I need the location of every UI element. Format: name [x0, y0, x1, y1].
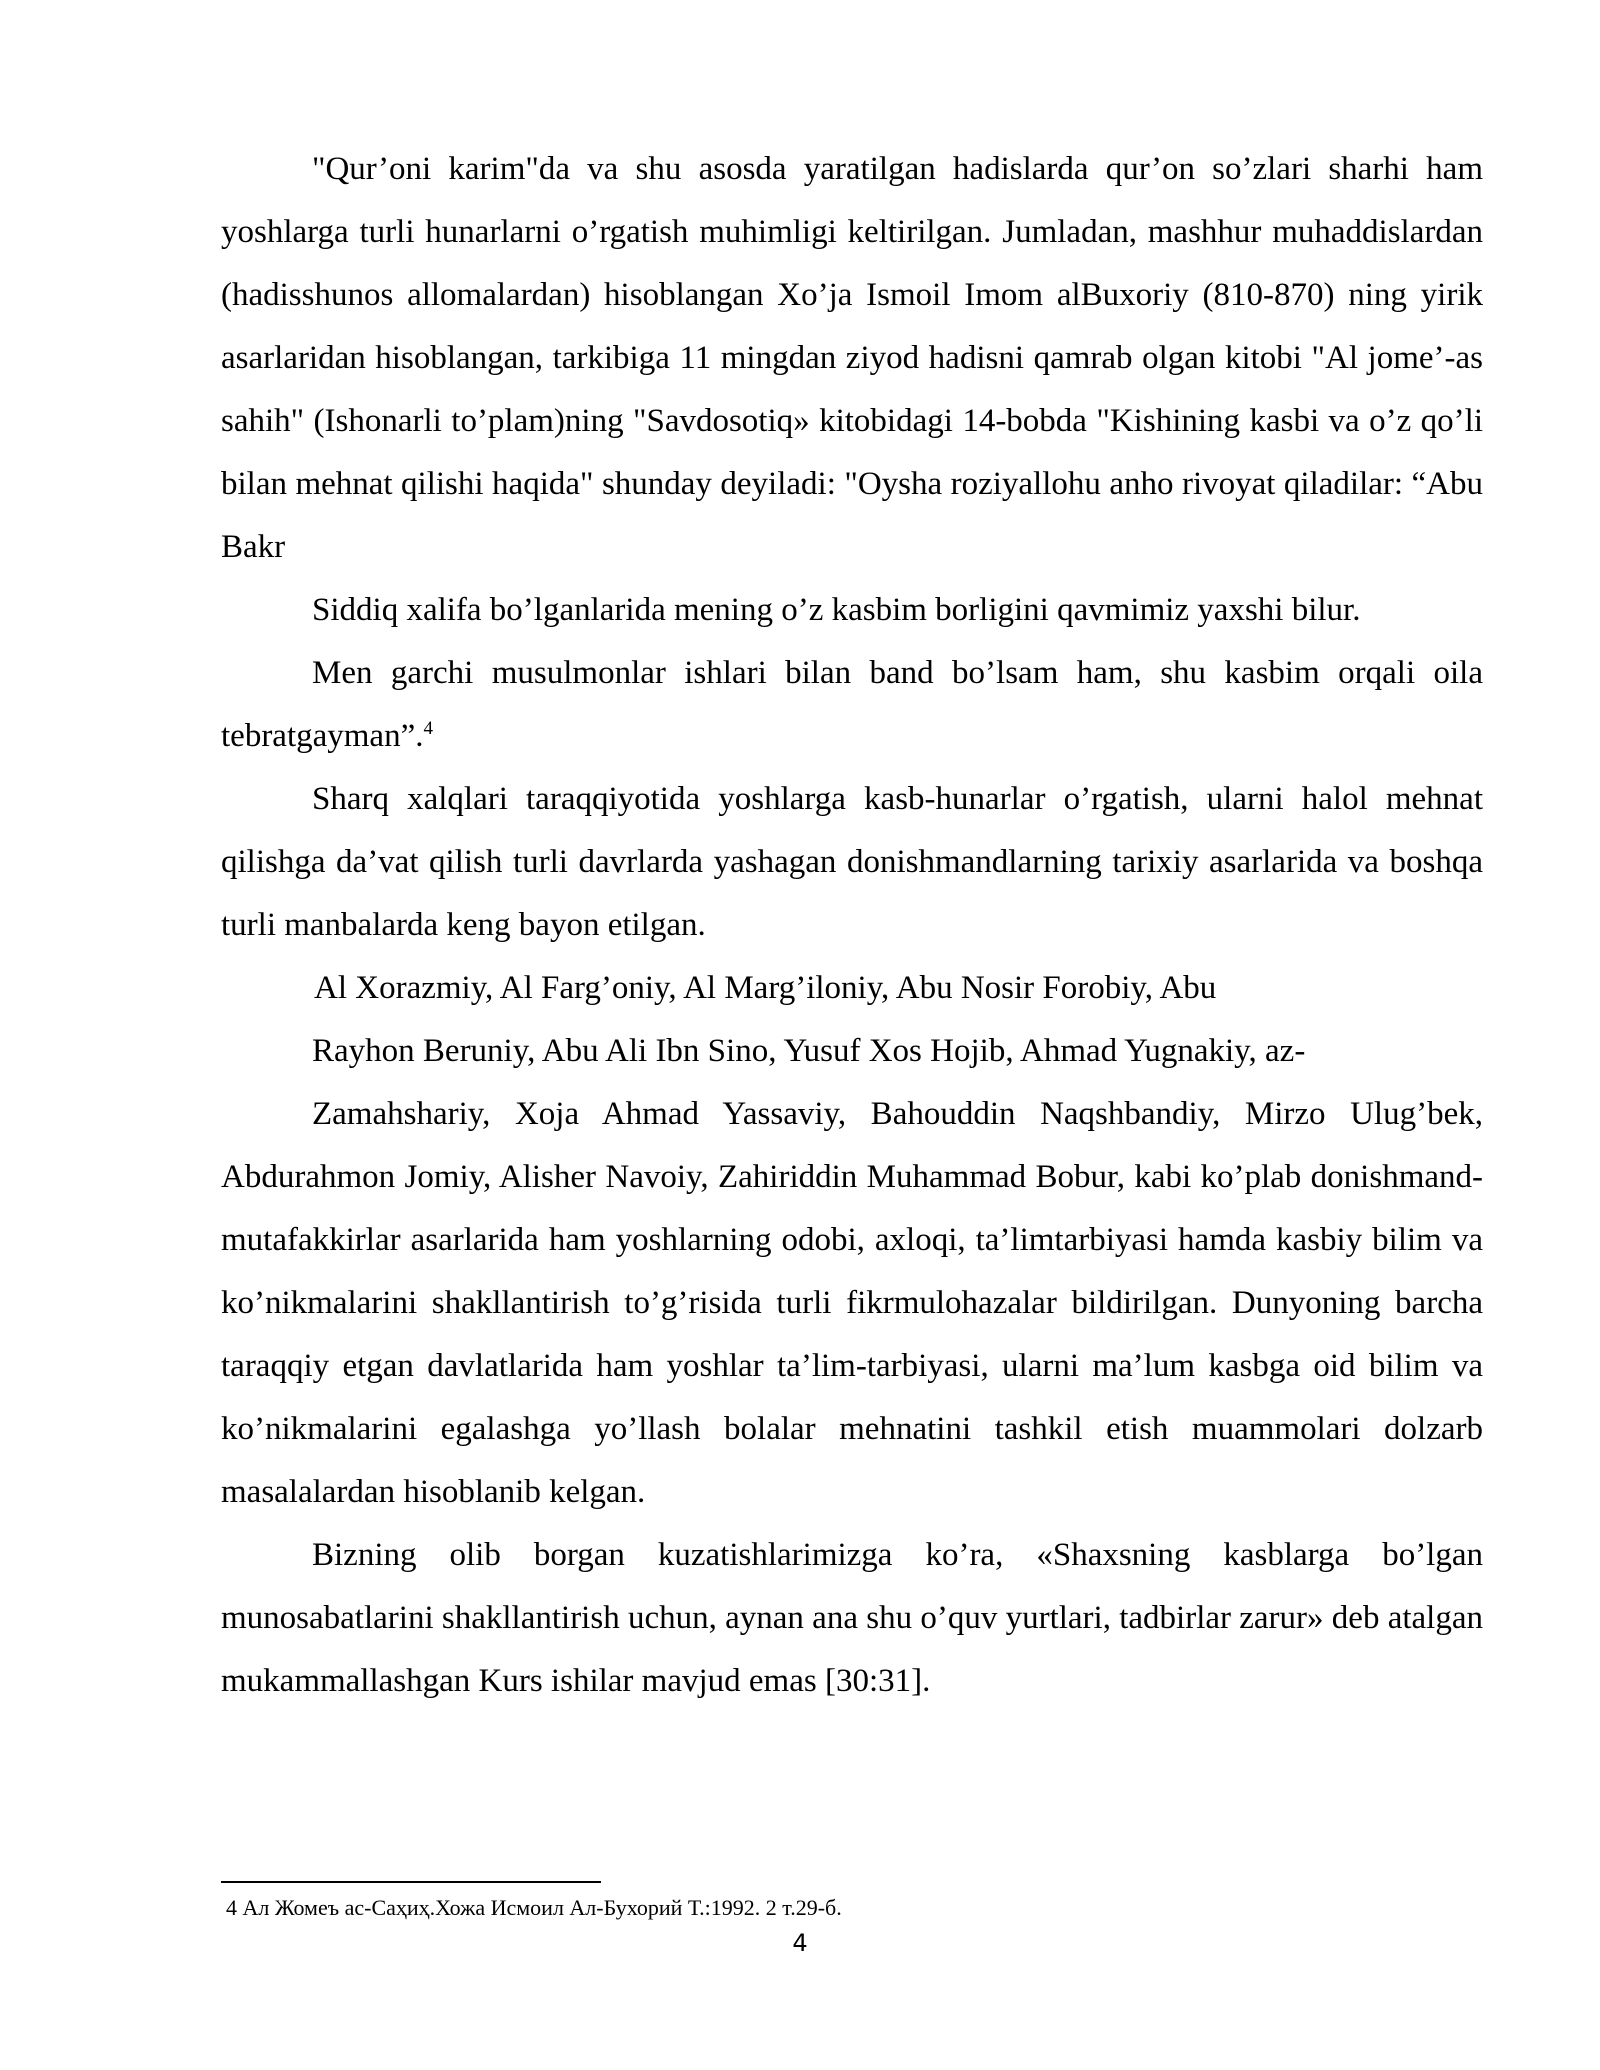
scholars-line-1: Al Xorazmiy, Al Farg’oniy, Al Marg’iloniy, Abu Nosir Forobiy, Abu [314, 970, 1217, 1006]
footnote-reference[interactable]: 4 [423, 718, 433, 739]
scholars-line-2: Rayhon Beruniy, Abu Ali Ibn Sino, Yusuf Xos Hojib, Ahmad Yugnakiy, az- [312, 1033, 1306, 1069]
footnote-text: 4 Ал Жомеъ ас-Саҳиҳ.Хожа Исмоил Ал-Бухорий Т.:1992. 2 т.29-б. [226, 1895, 842, 1920]
paragraph-2: Siddiq xalifa bo’lganlarida mening o’z kasbim borligini qavmimiz yaxshi bilur. [312, 592, 1361, 628]
paragraph-6: Bizning olib borgan kuzatishlarimizga ko’ra, «Shaxsning kasblarga bo’lgan munosabatlarini shakllantirish uchun, aynan ana shu o’quv yurtlari, tadbirlar zarur» deb atalgan mukammallashgan Kurs ishilar mavjud emas [30:31]. [221, 1537, 1483, 1699]
paragraph-5: Zamahshariy, Xoja Ahmad Yassaviy, Bahouddin Naqshbandiy, Mirzo Ulug’bek, Abdurahmon Jomiy, Alisher Navoiy, Zahiriddin Muhammad Bobur, kabi ko’plab donishmand-mutafakkirlar asarlarida ham yoshlarning odobi, axloqi, ta’limtarbiyasi hamda kasbiy bilim va ko’nikmalarini shakllantirish to’g’risida turli fikrmulohazalar bildirilgan. Dunyoning barcha taraqqiy etgan davlatlarida ham yoshlar ta’lim-tarbiyasi, ularni ma’lum kasbga oid bilim va ko’nikmalarini egalashga yo’llash bolalar mehnatini tashkil etish muammolari dolzarb masalalardan hisoblanib kelgan. [221, 1096, 1483, 1510]
paragraph-3-text: Men garchi musulmonlar ishlari bilan band bo’lsam ham, shu kasbim orqali oila tebratgayman”. [221, 655, 1483, 754]
paragraph-4: Sharq xalqlari taraqqiyotida yoshlarga kasb-hunarlar o’rgatish, ularni halol mehnat qilishga da’vat qilish turli davrlarda yashagan donishmandlarning tarixiy asarlarida va boshqa turli manbalarda keng bayon etilgan. [221, 781, 1483, 943]
document-page [221, 138, 1483, 1713]
scholars-lines [221, 957, 1483, 1083]
paragraph-3 [221, 642, 1483, 768]
footnote-separator [221, 1881, 601, 1883]
page-number: 4 [792, 1929, 808, 1957]
paragraph-1: "Qur’oni karim"da va shu asosda yaratilgan hadislarda qur’on so’zlari sharhi ham yoshlarga turli hunarlarni o’rgatish muhimligi keltirilgan. Jumladan, mashhur muhaddislardan (hadisshunos allomalardan) hisoblangan Xo’ja Ismoil Imom alBuxoriy (810-870) ning yirik asarlaridan hisoblangan, tarkibiga 11 mingdan ziyod hadisni qamrab olgan kitobi "Al jome’-as sahih" (Ishonarli to’plam)ning "Savdosotiq» kitobidagi 14-bobda "Kishining kasbi va o’z qo’li bilan mehnat qilishi haqida" shunday deyiladi: "Oysha roziyallohu anho rivoyat qiladilar: “Abu Bakr [221, 151, 1483, 565]
